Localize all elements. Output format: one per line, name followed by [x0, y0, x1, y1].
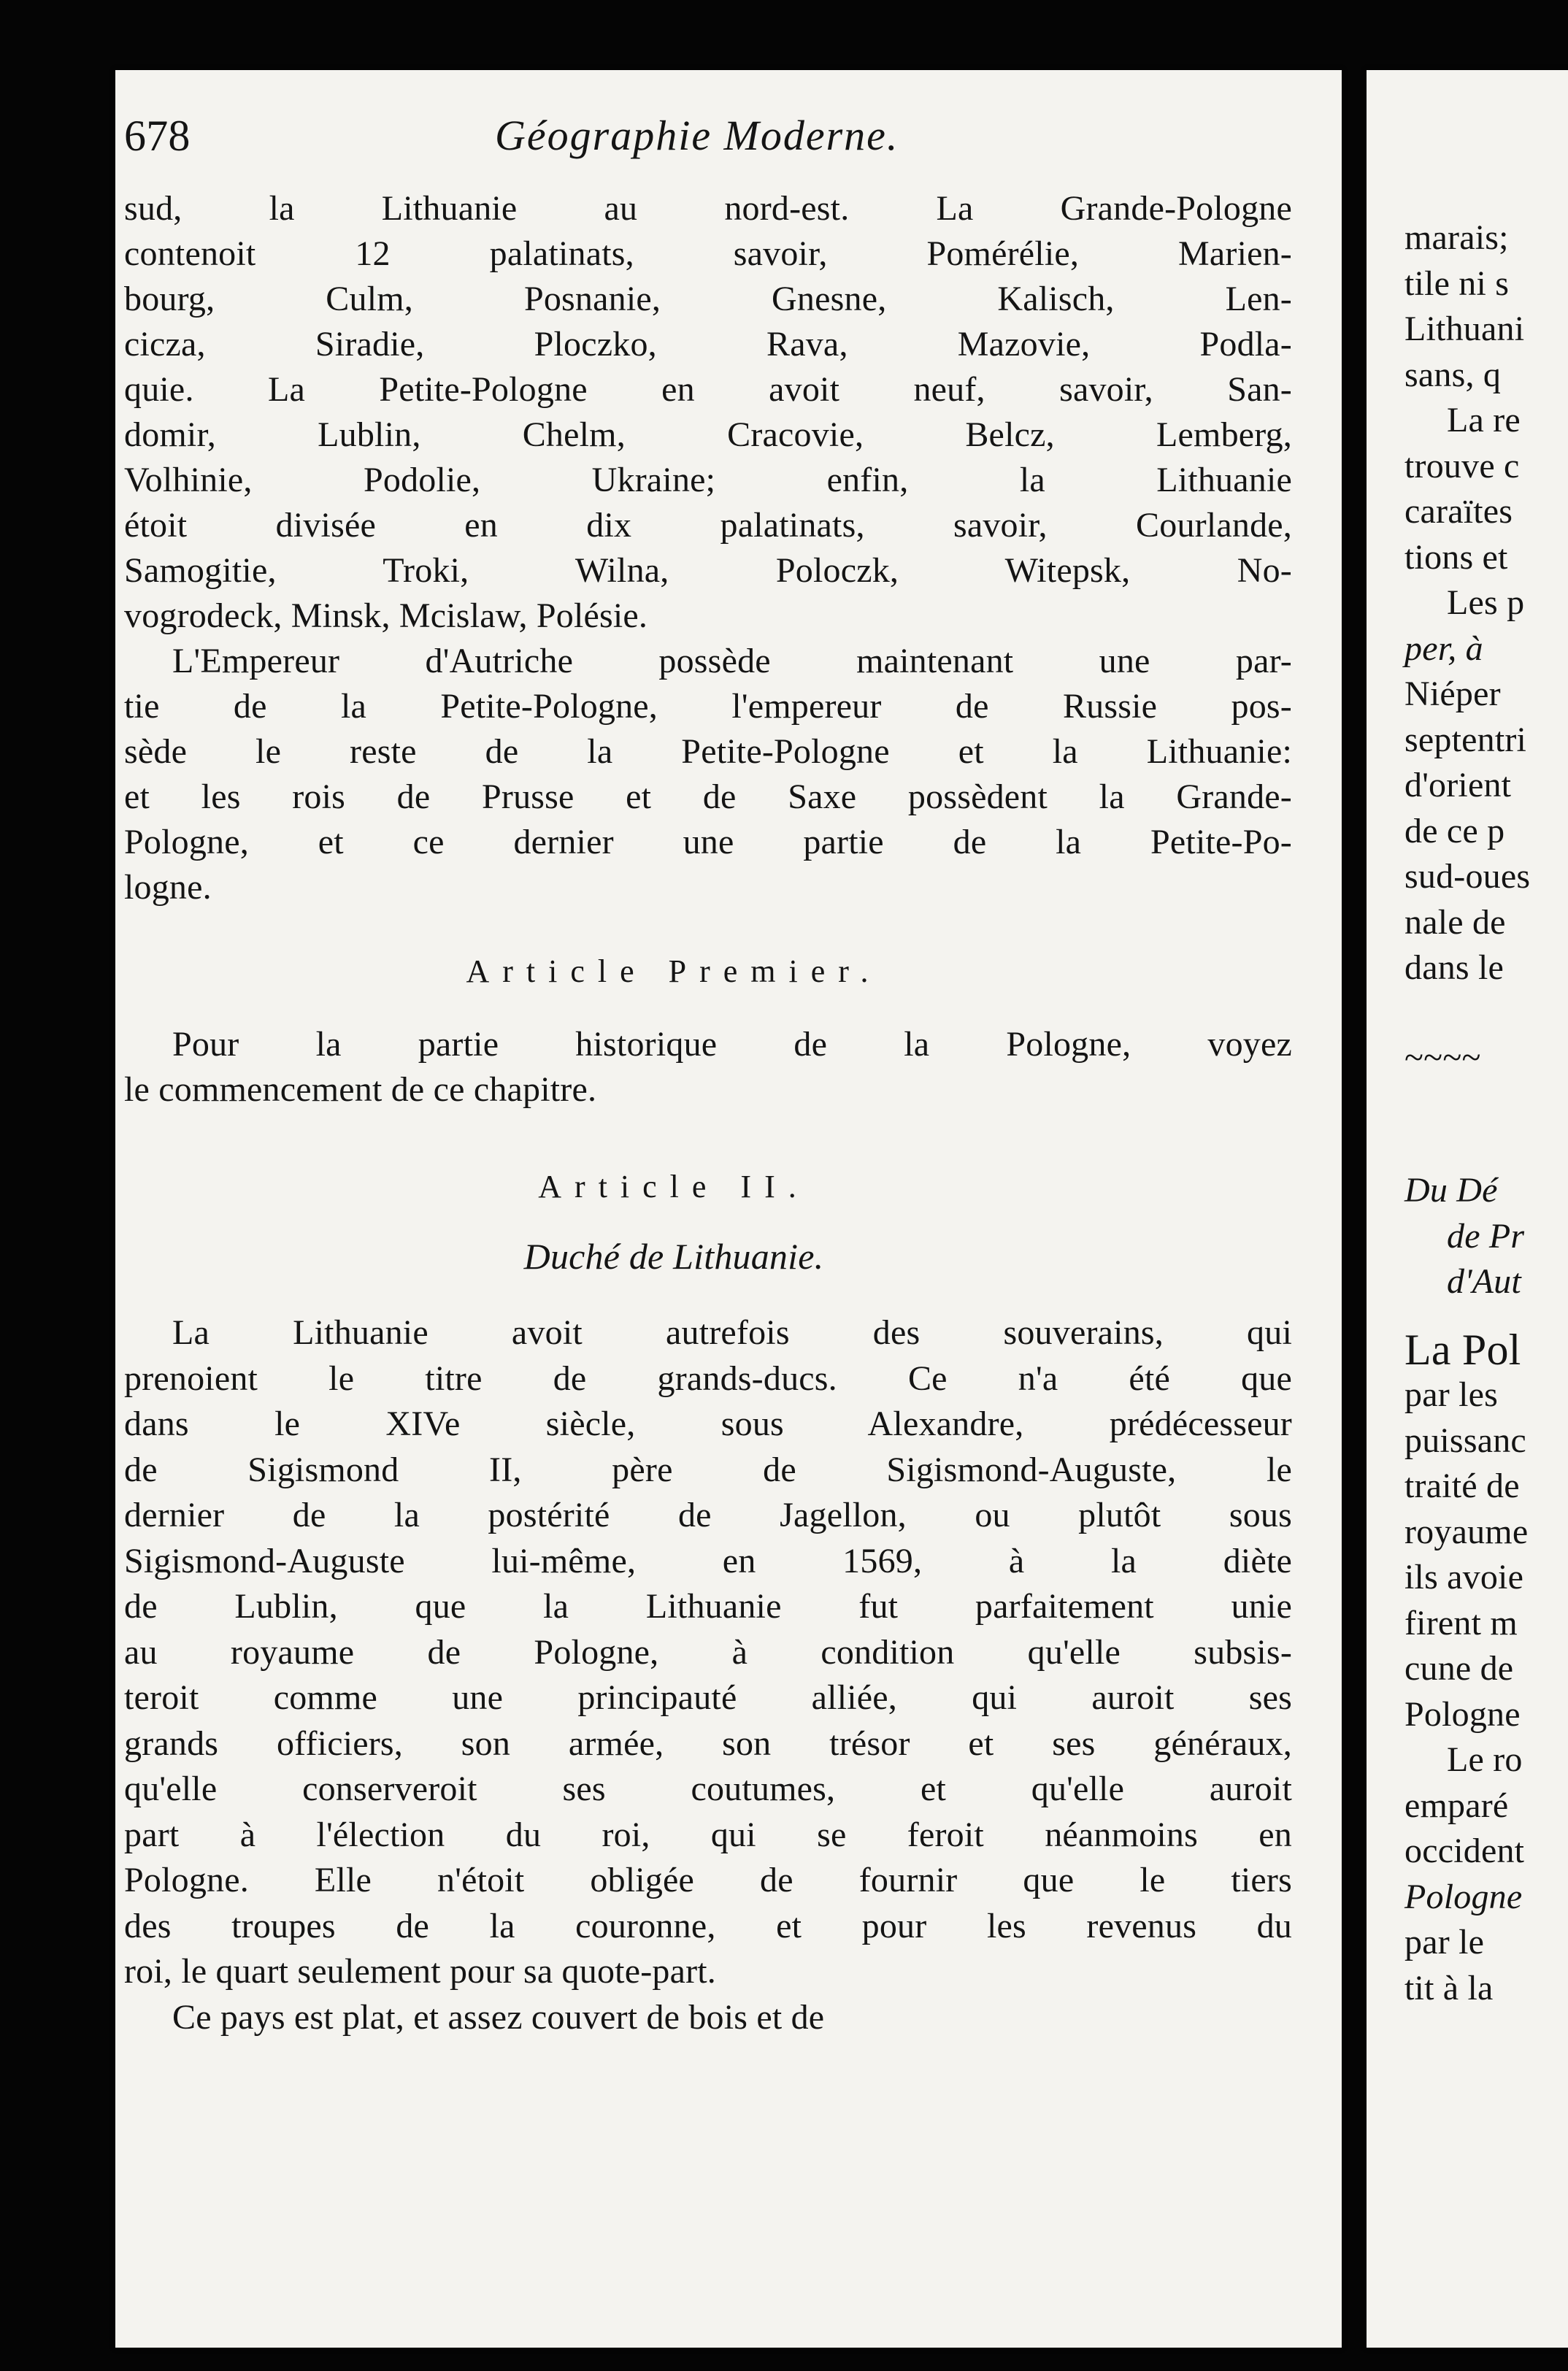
text-line: sède le reste de la Petite-Pologne et la Lithuanie:: [124, 732, 1292, 771]
right-text-line: royaume: [1404, 1512, 1529, 1551]
text-line: Volhinie, Podolie, Ukraine; enfin, la Lithuanie: [124, 461, 1292, 499]
right-text-line: d'orient: [1404, 766, 1512, 804]
text-line: quie. La Petite-Pologne en avoit neuf, savoir, San-: [124, 370, 1292, 409]
right-text-line: per, à: [1404, 629, 1483, 668]
right-text-line: tit à la: [1404, 1968, 1494, 2007]
right-text-line: Pologne: [1404, 1877, 1523, 1916]
right-text-line: marais;: [1404, 218, 1509, 257]
right-text-line: ils avoie: [1404, 1558, 1524, 1596]
article-2-heading: Article II.: [538, 1169, 810, 1204]
text-line: et les rois de Prusse et de Saxe possèdent la Grande-: [124, 777, 1292, 816]
text-line: roi, le quart seulement pour sa quote-part.: [124, 1952, 717, 1991]
right-page: [1367, 70, 1568, 2348]
article-2-subtitle: Duché de Lithuanie.: [523, 1236, 824, 1277]
text-line: étoit divisée en dix palatinats, savoir, Courlande,: [124, 506, 1292, 545]
text-line: prenoient le titre de grands-ducs. Ce n'a été que: [124, 1359, 1292, 1398]
right-text-line: par le: [1404, 1923, 1485, 1961]
text-line: dans le XIVe siècle, sous Alexandre, prédécesseur: [124, 1404, 1292, 1443]
text-line: L'Empereur d'Autriche possède maintenant une par-: [172, 642, 1292, 680]
right-text-line: ~~~~: [1404, 1037, 1481, 1077]
text-line: de Sigismond II, père de Sigismond-Auguste, le: [124, 1450, 1292, 1489]
right-text-line: trouve c: [1404, 446, 1520, 485]
right-text-line: cune de: [1404, 1649, 1514, 1688]
text-line: Ce pays est plat, et assez couvert de bois et de: [172, 1997, 825, 2037]
right-text-line: Les p: [1447, 583, 1525, 622]
right-text-line: dans le: [1404, 948, 1504, 987]
text-line: au royaume de Pologne, à condition qu'elle subsis-: [124, 1632, 1292, 1672]
text-line: contenoit 12 palatinats, savoir, Pomérélie, Marien-: [124, 234, 1292, 273]
right-text-line: tile ni s: [1404, 264, 1510, 303]
right-text-line: Le ro: [1447, 1740, 1523, 1779]
right-text-line: d'Aut: [1447, 1262, 1521, 1301]
text-line: Pour la partie historique de la Pologne, voyez: [172, 1025, 1292, 1064]
right-text-line: tions et: [1404, 537, 1508, 577]
text-line: qu'elle conserveroit ses coutumes, et qu'elle auroit: [124, 1769, 1292, 1808]
text-line: Samogitie, Troki, Wilna, Poloczk, Witepsk, No-: [124, 551, 1292, 590]
text-line: part à l'élection du roi, qui se feroit néanmoins en: [124, 1815, 1292, 1854]
right-text-line: puissanc: [1404, 1421, 1526, 1460]
right-text-line: La re: [1447, 401, 1521, 439]
right-text-line: occident: [1404, 1832, 1525, 1870]
right-text-line: septentri: [1404, 720, 1527, 759]
text-line: Pologne. Elle n'étoit obligée de fournir que le tiers: [124, 1861, 1292, 1899]
right-text-line: de ce p: [1404, 811, 1505, 850]
text-line: teroit comme une principauté alliée, qui auroit ses: [124, 1678, 1292, 1717]
text-line: sud, la Lithuanie au nord-est. La Grande-Pologne: [124, 189, 1292, 228]
right-text-line: Lithuani: [1404, 310, 1525, 348]
right-text-line: Du Dé: [1404, 1171, 1498, 1210]
text-line: des troupes de la couronne, et pour les revenus du: [124, 1906, 1292, 1945]
right-text-line: Pologne: [1404, 1694, 1521, 1734]
article-1-heading: Article Premier.: [466, 953, 882, 989]
text-line: domir, Lublin, Chelm, Cracovie, Belcz, Lemberg,: [124, 415, 1292, 454]
text-line: Pologne, et ce dernier une partie de la Petite-Po-: [124, 823, 1292, 861]
right-text-line: sud-oues: [1404, 857, 1531, 896]
text-line: logne.: [124, 868, 212, 907]
right-text-line: nale de: [1404, 902, 1506, 942]
text-line: vogrodeck, Minsk, Mcislaw, Polésie.: [124, 596, 648, 635]
right-text-line: traité de: [1404, 1467, 1520, 1505]
text-line: de Lublin, que la Lithuanie fut parfaitement unie: [124, 1587, 1292, 1626]
text-line: cicza, Siradie, Ploczko, Rava, Mazovie, Podla-: [124, 325, 1292, 364]
text-line: le commencement de ce chapitre.: [124, 1070, 597, 1109]
text-line: grands officiers, son armée, son trésor et ses généraux,: [124, 1724, 1292, 1763]
right-text-line: par les: [1404, 1375, 1499, 1414]
right-text-line: La Pol: [1404, 1325, 1521, 1374]
page-number: 678: [124, 112, 191, 160]
right-text-line: firent m: [1404, 1603, 1518, 1642]
right-text-line: de Pr: [1447, 1216, 1525, 1256]
right-text-line: Niéper: [1404, 675, 1501, 713]
text-line: La Lithuanie avoit autrefois des souverains, qui: [172, 1313, 1292, 1352]
left-page: [115, 70, 1342, 2348]
text-line: tie de la Petite-Pologne, l'empereur de Russie pos-: [124, 687, 1292, 726]
text-line: bourg, Culm, Posnanie, Gnesne, Kalisch, Len-: [124, 280, 1292, 318]
right-text-line: sans, q: [1404, 355, 1502, 394]
text-line: Sigismond-Auguste lui-même, en 1569, à la diète: [124, 1541, 1292, 1580]
running-head: Géographie Moderne.: [495, 112, 899, 159]
right-text-line: caraïtes: [1404, 492, 1513, 531]
right-text-line: emparé: [1404, 1786, 1509, 1825]
text-line: dernier de la postérité de Jagellon, ou plutôt sous: [124, 1496, 1292, 1534]
